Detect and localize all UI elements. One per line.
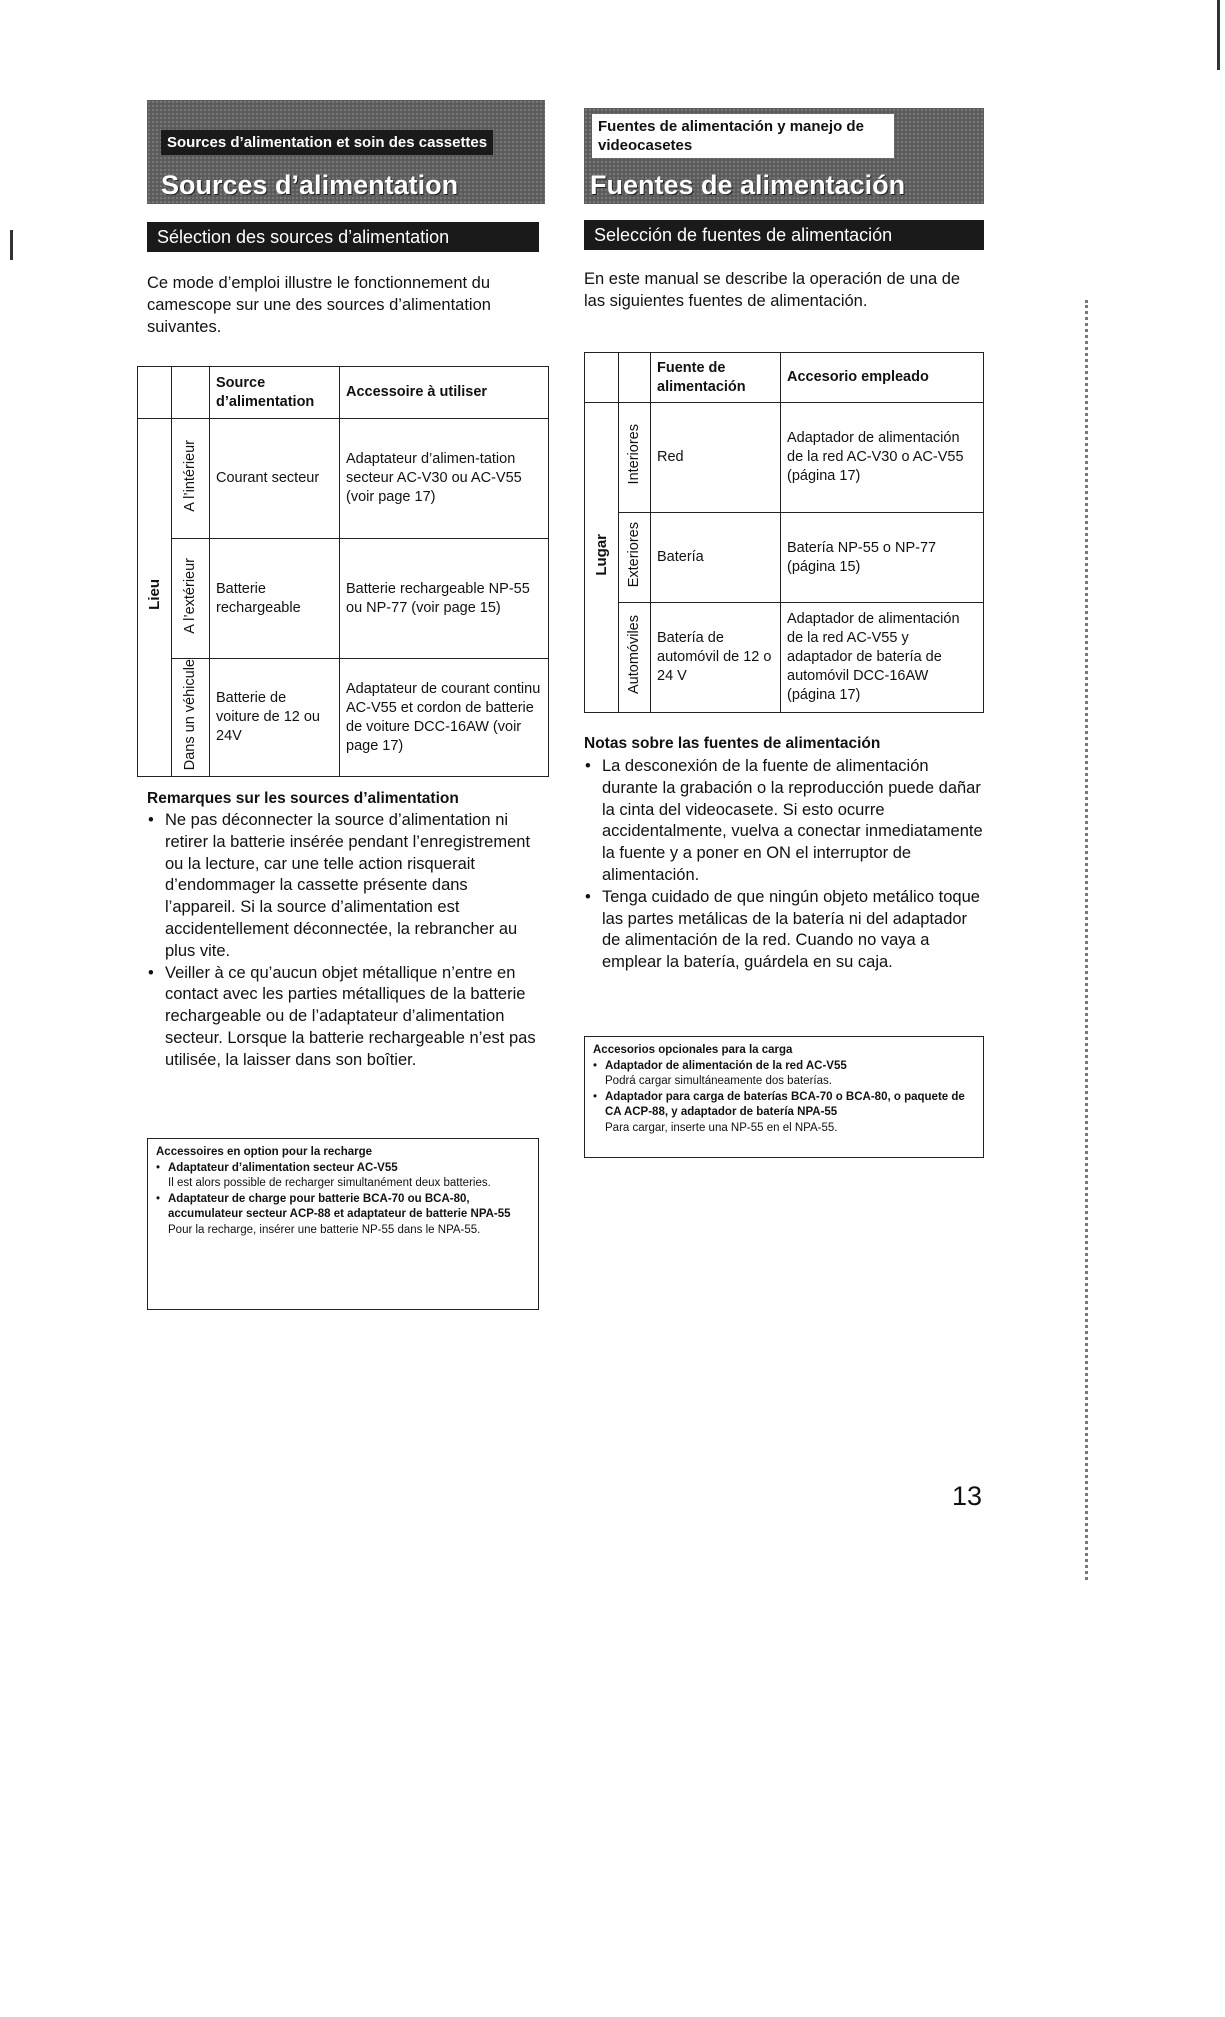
margin-mark xyxy=(10,230,13,260)
source-cell: Batería xyxy=(651,513,781,603)
page-title: Sources d’alimentation xyxy=(161,170,459,200)
accessory-text: Podrá cargar simultáneamente dos baterías. xyxy=(605,1075,832,1087)
column-header-source: Fuente de alimentación xyxy=(651,353,781,403)
right-edge-dots xyxy=(1085,300,1088,1580)
accessory-cell: Adaptateur d’alimen-tation secteur AC-V30 ou AC-V55 (voir page 17) xyxy=(340,419,549,539)
accessory-cell: Adaptador de alimentación de la red AC-V30 o AC-V55 (página 17) xyxy=(781,403,984,513)
place-label: Interiores xyxy=(626,424,642,485)
accessory-name: • Adaptador de alimentación de la red AC-V55 xyxy=(605,1059,847,1072)
table-corner-cell xyxy=(172,367,210,419)
place-label: Dans un véhicule xyxy=(182,659,198,771)
place-cell xyxy=(172,659,210,777)
note-item: • Veiller à ce qu’aucun objet métallique n’entre en contact avec les parties métalliques de la batterie rechargeable ou de l’adaptateur d’alimentation secteur. Lorsque la batterie rechargeable n’est pas utilisée, la laisser dans son boîtier. xyxy=(147,963,539,1072)
optional-accessories-box xyxy=(584,1036,984,1158)
accessory-name: • Adaptador para carga de baterías BCA-70 o BCA-80, o paquete de CA ACP-88, y adaptador de batería NPA-55 xyxy=(605,1090,965,1118)
accessory-cell: Adaptador de alimentación de la red AC-V55 y adaptador de batería de automóvil DCC-16AW (página 17) xyxy=(781,603,984,713)
source-cell: Courant secteur xyxy=(210,419,340,539)
accessory-name: • Adaptateur de charge pour batterie BCA-70 ou BCA-80, accumulateur secteur ACP-88 et adaptateur de batterie NPA-55 xyxy=(168,1192,511,1220)
source-cell: Batterie rechargeable xyxy=(210,539,340,659)
group-label-cell xyxy=(585,403,619,713)
intro-text: Ce mode d’emploi illustre le fonctionnement du camescope sur une des sources d’alimentation suivantes. xyxy=(147,274,491,336)
place-label: A l’intérieur xyxy=(182,439,198,512)
place-cell xyxy=(619,603,651,713)
accessories-title: Accessoires en option pour la recharge xyxy=(156,1146,373,1158)
notes-title: Remarques sur les sources d’alimentation xyxy=(147,790,459,807)
notes-list xyxy=(147,810,539,1072)
table-corner-cell xyxy=(585,353,619,403)
column-header-source: Source d’alimentation xyxy=(210,367,340,419)
place-cell xyxy=(172,419,210,539)
accessory-cell: Batterie rechargeable NP-55 ou NP-77 (voir page 15) xyxy=(340,539,549,659)
source-cell: Batería de automóvil de 12 o 24 V xyxy=(651,603,781,713)
place-cell xyxy=(172,539,210,659)
breadcrumb: Sources d’alimentation et soin des cassettes xyxy=(161,130,493,155)
column-header-accessory: Accessoire à utiliser xyxy=(340,367,549,419)
accessory-text: Pour la recharge, insérer une batterie NP-55 dans le NPA-55. xyxy=(168,1223,481,1236)
intro-text: En este manual se describe la operación de una de las siguientes fuentes de alimentación. xyxy=(584,270,961,310)
note-item: • Tenga cuidado de que ningún objeto metálico toque las partes metálicas de la batería ni del adaptador de alimentación de la red. Cuando no vaya a emplear la batería, guárdela en su caja. xyxy=(584,887,984,974)
page-number: 13 xyxy=(952,1481,983,1511)
accessory-item xyxy=(156,1192,530,1239)
table-corner-cell xyxy=(619,353,651,403)
accessories-title: Accesorios opcionales para la carga xyxy=(593,1044,793,1056)
power-source-table xyxy=(584,352,984,713)
breadcrumb: Fuentes de alimentación y manejo de videocasetes xyxy=(592,114,894,158)
accessory-cell: Batería NP-55 o NP-77 (página 15) xyxy=(781,513,984,603)
place-label: Automóviles xyxy=(626,615,642,694)
table-corner-cell xyxy=(138,367,172,419)
page-title: Fuentes de alimentación xyxy=(590,170,906,200)
note-item: • Ne pas déconnecter la source d’alimentation ni retirer la batterie insérée pendant l’enregistrement ou la lecture, car une telle action risquerait d’endommager la cassette présente dans l’appareil. Si la source d’alimentation est accidentellement déconnectée, la rebrancher au plus vite. xyxy=(147,810,539,963)
group-label: Lugar xyxy=(593,533,610,576)
accessory-item xyxy=(156,1161,530,1192)
section-heading: Sélection des sources d’alimentation xyxy=(147,222,539,252)
section-heading: Selección de fuentes de alimentación xyxy=(584,220,984,250)
accessory-text: Il est alors possible de recharger simultanément deux batteries. xyxy=(168,1177,491,1189)
place-cell xyxy=(619,403,651,513)
place-label: Exteriores xyxy=(626,521,642,588)
top-right-edge-mark xyxy=(1217,0,1220,70)
power-source-table xyxy=(137,366,549,777)
place-label: A l’extérieur xyxy=(182,557,198,634)
group-label-cell xyxy=(138,419,172,777)
place-cell xyxy=(619,513,651,603)
notes-list xyxy=(584,756,984,974)
accessory-name: • Adaptateur d’alimentation secteur AC-V55 xyxy=(168,1161,398,1174)
accessory-item xyxy=(593,1059,975,1090)
optional-accessories-box xyxy=(147,1138,539,1310)
source-cell: Red xyxy=(651,403,781,513)
column-header-accessory: Accesorio empleado xyxy=(781,353,984,403)
group-label: Lieu xyxy=(146,579,163,611)
notes-title: Notas sobre las fuentes de alimentación xyxy=(584,735,881,752)
note-item: • La desconexión de la fuente de alimentación durante la grabación o la reproducción puede dañar la cinta del videocasete. Si esto ocurre accidentalmente, vuelva a conectar inmediatamente la fuente y a poner en ON el interruptor de alimentación. xyxy=(584,756,984,887)
accessory-text: Para cargar, inserte una NP-55 en el NPA-55. xyxy=(605,1121,838,1134)
source-cell: Batterie de voiture de 12 ou 24V xyxy=(210,659,340,777)
accessory-cell: Adaptateur de courant continu AC-V55 et cordon de batterie de voiture DCC-16AW (voir page 17) xyxy=(340,659,549,777)
accessory-item xyxy=(593,1090,975,1137)
